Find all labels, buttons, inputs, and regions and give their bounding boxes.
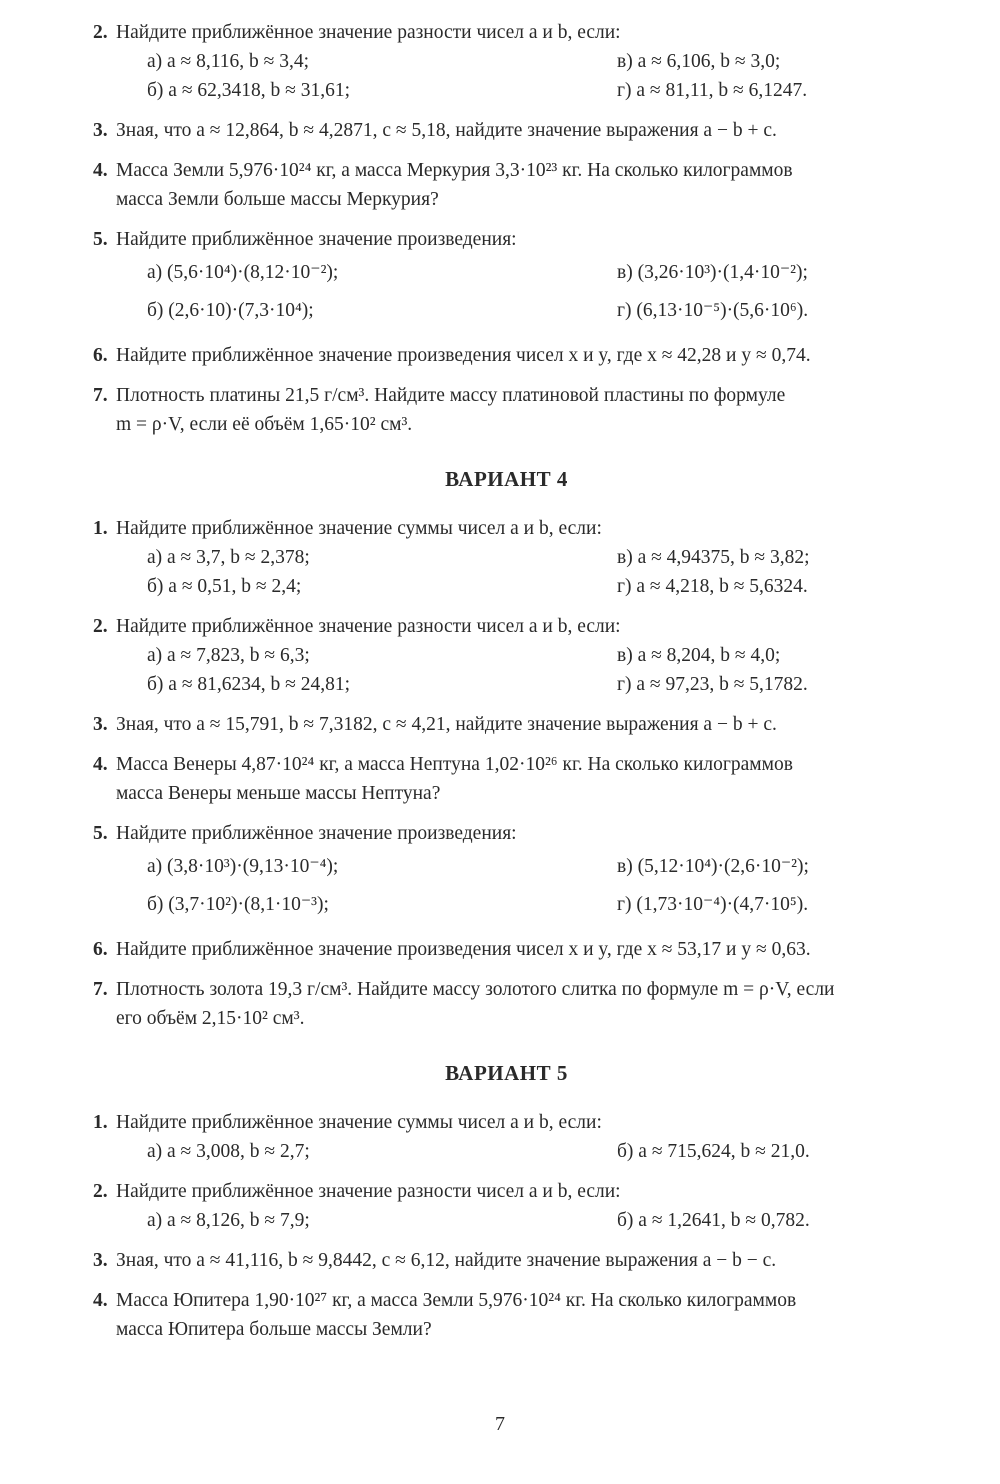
task-number: 4. (93, 1290, 108, 1311)
task-text: Зная, что a ≈ 15,791, b ≈ 7,3182, c ≈ 4,21, найдите значение выражения a − b + c. (116, 714, 777, 735)
item-g: г) a ≈ 4,218, b ≈ 5,6324. (617, 576, 808, 597)
task-number: 2. (93, 22, 108, 43)
item-a: а) a ≈ 8,126, b ≈ 7,9; (147, 1210, 310, 1231)
task-text-line2: масса Земли больше массы Меркурия? (116, 189, 439, 210)
item-a: а) a ≈ 8,116, b ≈ 3,4; (147, 51, 310, 72)
task-text-line1: Плотность платины 21,5 г/см³. Найдите массу платиновой пластины по формуле (116, 385, 786, 406)
task-text-line1: Плотность золота 19,3 г/см³. Найдите массу золотого слитка по формуле m = ρ·V, если (116, 979, 835, 1000)
task-text-line1: Масса Венеры 4,87·10²⁴ кг, а масса Нептуна 1,02·10²⁶ кг. На сколько килограммов (116, 754, 793, 775)
task-number: 5. (93, 229, 108, 250)
task-2 (93, 1177, 920, 1235)
task-3 (93, 710, 920, 739)
item-g: г) (1,73·10⁻⁴)·(4,7·10⁵). (617, 894, 809, 915)
item-b: б) (3,7·10²)·(8,1·10⁻³); (147, 894, 329, 915)
item-a: а) a ≈ 7,823, b ≈ 6,3; (147, 645, 310, 666)
task-number: 4. (93, 754, 108, 775)
task-text-line2: масса Венеры меньше массы Нептуна? (116, 783, 441, 804)
task-text: Найдите приближённое значение произведения: (116, 823, 517, 844)
item-g: г) (6,13·10⁻⁵)·(5,6·10⁶). (617, 300, 809, 321)
task-text-line1: Масса Юпитера 1,90·10²⁷ кг, а масса Земли 5,976·10²⁴ кг. На сколько килограммов (116, 1290, 797, 1311)
task-5 (93, 225, 920, 330)
item-a: а) a ≈ 3,7, b ≈ 2,378; (147, 547, 310, 568)
task-text: Найдите приближённое значение произведения чисел x и y, где x ≈ 42,28 и y ≈ 0,74. (116, 345, 811, 366)
task-number: 3. (93, 120, 108, 141)
task-4 (93, 750, 920, 808)
task-5 (93, 819, 920, 924)
item-b: б) a ≈ 62,3418, b ≈ 31,61; (147, 80, 351, 101)
task-text: Найдите приближённое значение суммы чисел a и b, если: (116, 518, 602, 539)
task-text-line1: Масса Земли 5,976·10²⁴ кг, а масса Меркурия 3,3·10²³ кг. На сколько килограммов (116, 160, 793, 181)
item-g: г) a ≈ 81,11, b ≈ 6,1247. (617, 80, 808, 101)
item-b: б) a ≈ 715,624, b ≈ 21,0. (617, 1141, 810, 1162)
task-text-line2: масса Юпитера больше массы Земли? (116, 1319, 432, 1340)
item-b: б) a ≈ 0,51, b ≈ 2,4; (147, 576, 302, 597)
item-g: г) a ≈ 97,23, b ≈ 5,1782. (617, 674, 808, 695)
task-3 (93, 1246, 920, 1275)
task-text: Найдите приближённое значение произведения чисел x и y, где x ≈ 53,17 и y ≈ 0,63. (116, 939, 811, 960)
task-number: 7. (93, 385, 108, 406)
task-4 (93, 1286, 920, 1344)
item-v: в) a ≈ 6,106, b ≈ 3,0; (617, 51, 781, 72)
task-1 (93, 1108, 920, 1166)
task-1 (93, 514, 920, 601)
task-6 (93, 935, 920, 964)
page-number: 7 (495, 1413, 505, 1435)
item-v: в) a ≈ 4,94375, b ≈ 3,82; (617, 547, 810, 568)
task-7 (93, 975, 920, 1033)
item-v: в) a ≈ 8,204, b ≈ 4,0; (617, 645, 781, 666)
task-number: 3. (93, 1250, 108, 1271)
task-number: 4. (93, 160, 108, 181)
task-text: Найдите приближённое значение произведения: (116, 229, 517, 250)
task-6 (93, 341, 920, 370)
item-b: б) (2,6·10)·(7,3·10⁴); (147, 300, 314, 321)
task-text: Зная, что a ≈ 41,116, b ≈ 9,8442, c ≈ 6,12, найдите значение выражения a − b − c. (116, 1250, 777, 1271)
task-number: 1. (93, 518, 108, 539)
task-2 (93, 612, 920, 699)
task-number: 6. (93, 939, 108, 960)
task-text: Найдите приближённое значение разности чисел a и b, если: (116, 616, 621, 637)
task-number: 6. (93, 345, 108, 366)
task-number: 1. (93, 1112, 108, 1133)
item-v: в) (3,26·10³)·(1,4·10⁻²); (617, 262, 808, 283)
item-a: а) (5,6·10⁴)·(8,12·10⁻²); (147, 262, 339, 283)
item-v: в) (5,12·10⁴)·(2,6·10⁻²); (617, 856, 809, 877)
task-3 (93, 116, 920, 145)
item-b: б) a ≈ 81,6234, b ≈ 24,81; (147, 674, 351, 695)
task-4 (93, 156, 920, 214)
task-7 (93, 381, 920, 439)
task-number: 2. (93, 1181, 108, 1202)
task-text: Найдите приближённое значение суммы чисел a и b, если: (116, 1112, 602, 1133)
task-text-line2: m = ρ·V, если её объём 1,65·10² см³. (116, 414, 413, 435)
variant-5-heading: ВАРИАНТ 5 (445, 1061, 568, 1085)
variant-4-heading: ВАРИАНТ 4 (445, 467, 568, 491)
item-b: б) a ≈ 1,2641, b ≈ 0,782. (617, 1210, 810, 1231)
task-2 (93, 18, 920, 105)
task-number: 2. (93, 616, 108, 637)
task-text: Найдите приближённое значение разности чисел a и b, если: (116, 1181, 621, 1202)
task-text: Найдите приближённое значение разности чисел a и b, если: (116, 22, 621, 43)
task-number: 7. (93, 979, 108, 1000)
task-text: Зная, что a ≈ 12,864, b ≈ 4,2871, c ≈ 5,18, найдите значение выражения a − b + c. (116, 120, 777, 141)
task-number: 3. (93, 714, 108, 735)
task-text-line2: его объём 2,15·10² см³. (116, 1008, 305, 1029)
task-number: 5. (93, 823, 108, 844)
item-a: а) (3,8·10³)·(9,13·10⁻⁴); (147, 856, 339, 877)
item-a: а) a ≈ 3,008, b ≈ 2,7; (147, 1141, 310, 1162)
